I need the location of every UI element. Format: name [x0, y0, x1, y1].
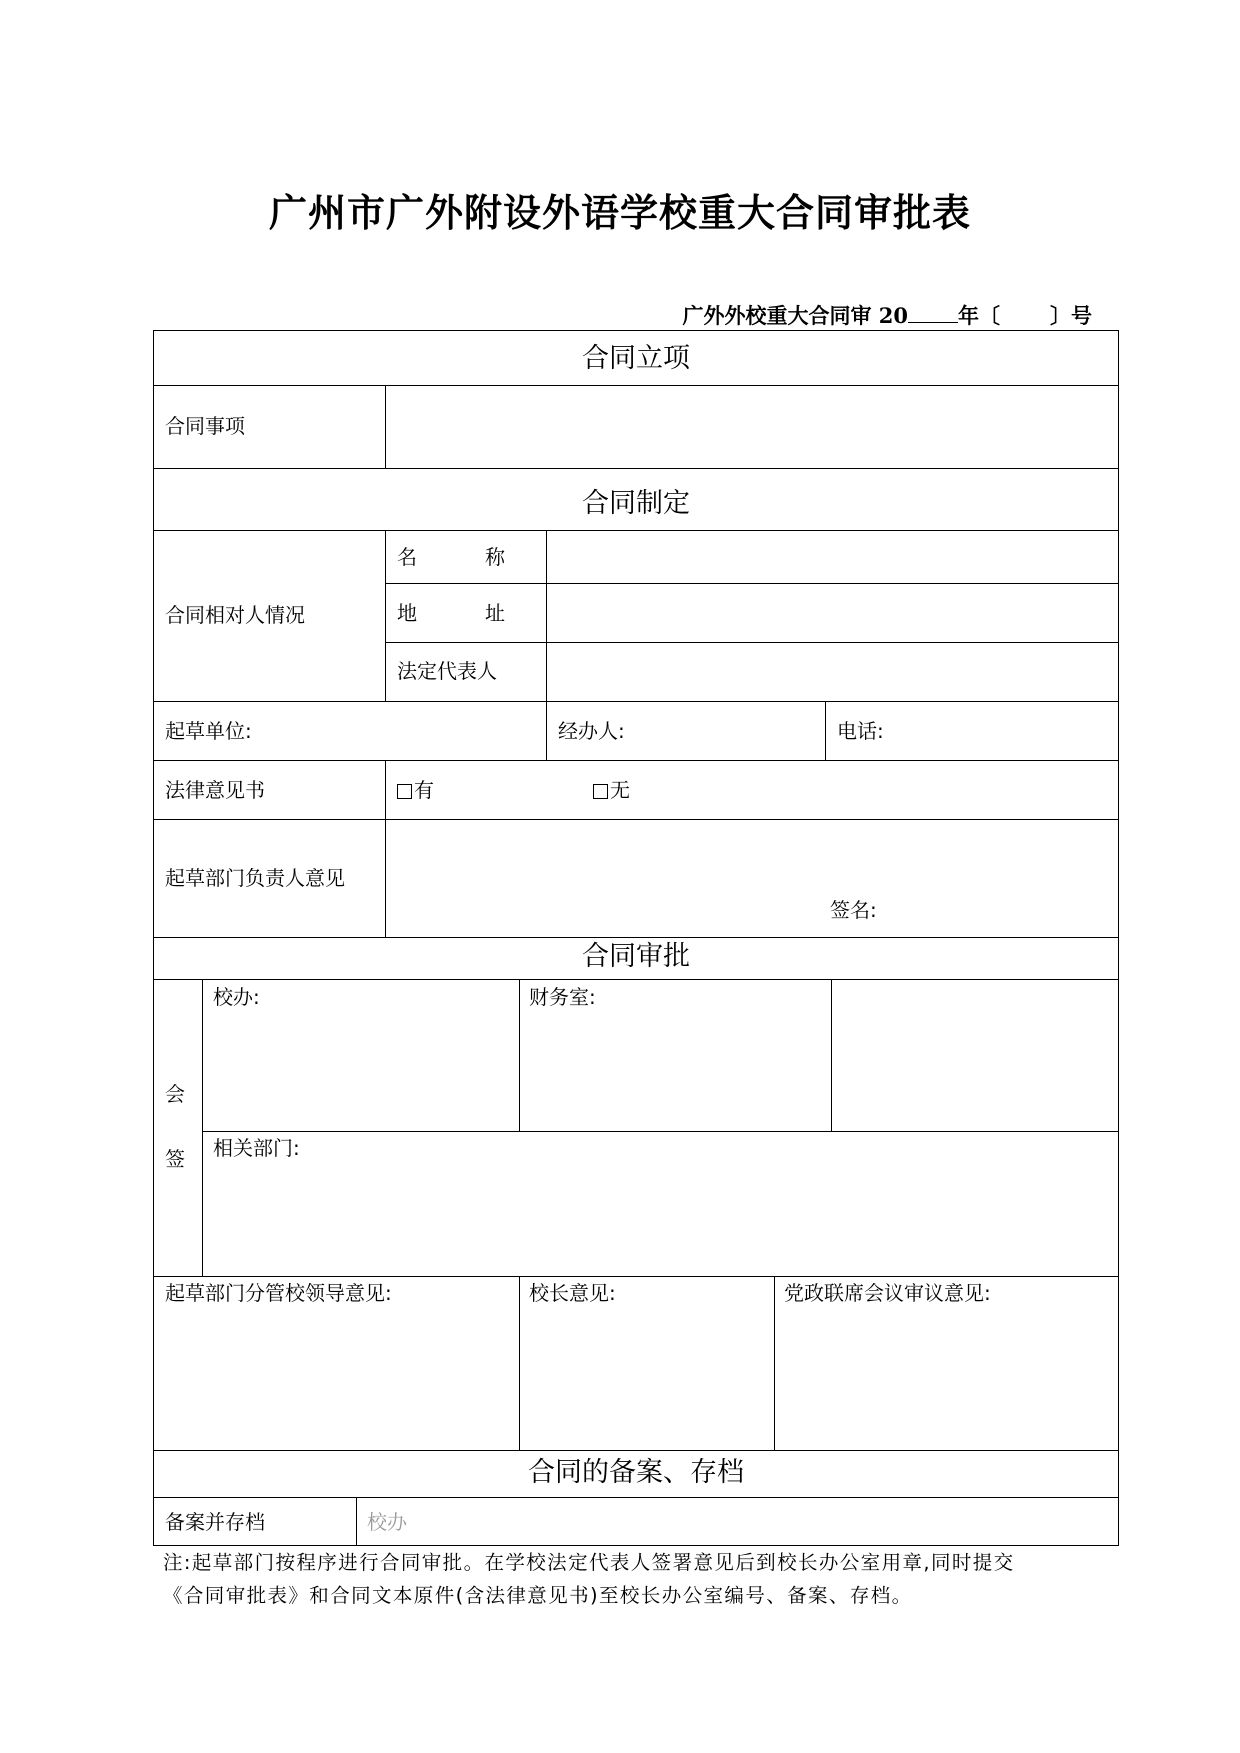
drafting-unit-label: 起草单位:: [165, 719, 252, 743]
contract-matter-field[interactable]: [387, 387, 1117, 467]
phone-label: 电话:: [837, 719, 884, 743]
counterparty-name-field[interactable]: [548, 532, 1117, 582]
row-divider: [153, 530, 1119, 531]
filing-label: 备案并存档: [165, 1510, 265, 1534]
legal-opinion-label: 法律意见书: [165, 778, 265, 802]
address-label-first-char: 地: [397, 601, 485, 625]
row-divider: [153, 1450, 1119, 1451]
doc-number-prefix: 广外外校重大合同审 20: [682, 303, 908, 328]
section-initiation: 合同立项: [582, 343, 690, 374]
column-divider: [546, 530, 547, 760]
row-divider: [385, 583, 1119, 584]
column-divider: [774, 1276, 775, 1450]
filing-value: 校办: [367, 1510, 407, 1534]
row-divider: [153, 468, 1119, 469]
row-divider: [153, 979, 1119, 980]
section-filing: 合同的备案、存档: [528, 1457, 744, 1488]
row-divider: [153, 1276, 1119, 1277]
column-divider: [385, 385, 386, 468]
column-divider: [825, 701, 826, 760]
column-divider: [385, 530, 386, 701]
document-number: [682, 300, 1092, 330]
school-office-label: 校办:: [213, 985, 260, 1009]
related-depts-label: 相关部门:: [213, 1136, 300, 1160]
legal-rep-label: 法定代表人: [397, 659, 497, 683]
address-label: [397, 601, 505, 625]
signature-label: 签名:: [830, 898, 877, 922]
doc-number-suffix: 〕号: [1050, 303, 1092, 328]
address-label-second-char: 址: [485, 601, 505, 625]
column-divider: [202, 979, 203, 1276]
section-approval: 合同审批: [582, 941, 690, 972]
legal-rep-field[interactable]: [548, 644, 1117, 700]
leader-opinion-label: 起草部门分管校领导意见:: [165, 1281, 392, 1305]
countersign-char-1: 会: [165, 1082, 185, 1106]
option-yes-label: 有: [414, 778, 434, 802]
row-divider: [202, 1131, 1119, 1132]
joint-meeting-opinion-label: 党政联席会议审议意见:: [784, 1281, 991, 1305]
doc-number-year-label: 年〔: [958, 303, 1000, 328]
contract-matter-label: 合同事项: [165, 414, 245, 438]
finance-office-label: 财务室:: [529, 985, 596, 1009]
row-divider: [153, 701, 1119, 702]
name-label-first-char: 名: [397, 545, 485, 569]
option-no-label: 无: [610, 778, 630, 802]
row-divider: [153, 760, 1119, 761]
row-divider: [153, 385, 1119, 386]
handler-label: 经办人:: [558, 719, 625, 743]
footnote: [163, 1546, 1103, 1612]
row-divider: [385, 642, 1119, 643]
column-divider: [356, 1497, 357, 1546]
name-label: [397, 545, 505, 569]
year-blank[interactable]: [908, 321, 958, 323]
column-divider: [519, 1276, 520, 1450]
countersign-char-2: 签: [165, 1147, 185, 1171]
column-divider: [831, 979, 832, 1131]
counterparty-address-field[interactable]: [548, 585, 1117, 641]
footnote-line-2: 《合同审批表》和合同文本原件(含法律意见书)至校长办公室编号、备案、存档。: [163, 1584, 913, 1607]
counterparty-label: 合同相对人情况: [165, 603, 305, 627]
page-title: 广州市广外附设外语学校重大合同审批表: [268, 190, 971, 235]
dept-head-opinion-label: 起草部门负责人意见: [165, 866, 345, 890]
column-divider: [519, 979, 520, 1131]
principal-opinion-label: 校长意见:: [529, 1281, 616, 1305]
name-label-second-char: 称: [485, 545, 505, 569]
section-drafting: 合同制定: [582, 488, 690, 519]
row-divider: [153, 1497, 1119, 1498]
dept-head-opinion-field[interactable]: [387, 762, 1117, 936]
row-divider: [153, 937, 1119, 938]
footnote-line-1: 注:起草部门按程序进行合同审批。在学校法定代表人签署意见后到校长办公室用章,同时提交: [163, 1551, 1015, 1574]
column-divider: [385, 760, 386, 937]
